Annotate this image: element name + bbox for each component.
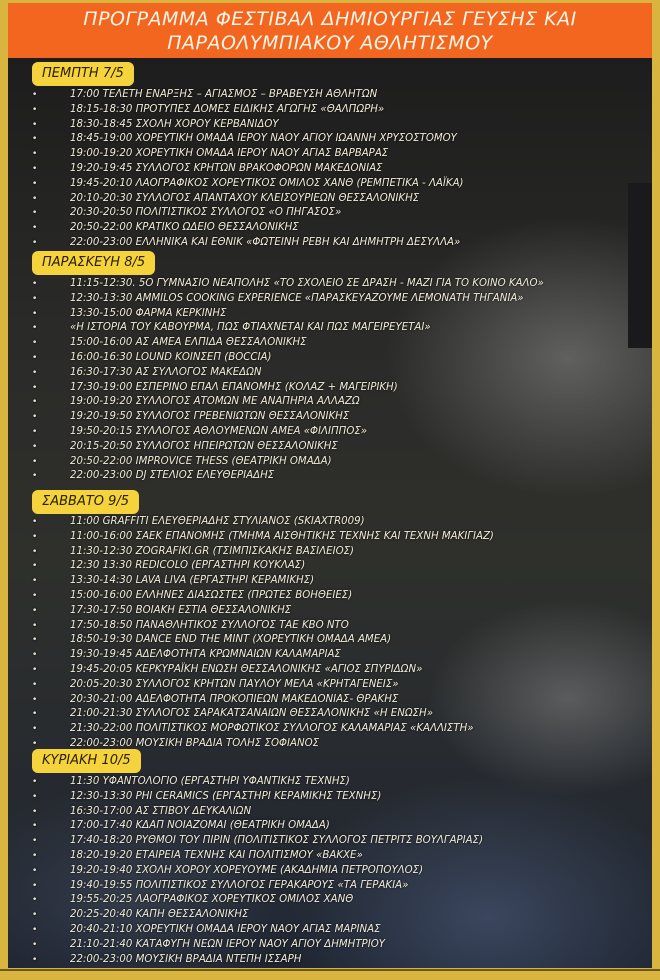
schedule-item-text: 19:50-20:15 ΣΥΛΛΟΓΟΣ ΑΘΛΟΥΜΕΝΩΝ ΑΜΕΑ «ΦΙΛΙΠΠΟΣ» xyxy=(70,425,368,437)
schedule-item xyxy=(8,864,652,879)
bullet-icon: • xyxy=(32,865,38,876)
bullet-icon: • xyxy=(32,605,38,616)
schedule-panel xyxy=(8,58,652,968)
schedule-item xyxy=(8,908,652,923)
schedule-item xyxy=(8,321,652,336)
schedule-item xyxy=(8,574,652,589)
schedule-item xyxy=(8,938,652,953)
schedule-item xyxy=(8,381,652,396)
schedule-item xyxy=(8,221,652,236)
bullet-icon: • xyxy=(32,561,38,572)
schedule-item-text: 12:30 13:30 REDICOLO (ΕΡΓΑΣΤΗΡΙ ΚΟΥΚΛΑΣ) xyxy=(70,560,306,572)
bullet-icon: • xyxy=(32,134,38,145)
schedule-item xyxy=(8,132,652,147)
bullet-icon: • xyxy=(32,237,38,248)
schedule-item-text: 12:30-13:30 PHI CERAMICS (ΕΡΓΑΣΤΗΡΙ ΚΕΡΑΜΙΚΗΣ ΤΕΧΝΗΣ) xyxy=(70,790,382,802)
bullet-icon: • xyxy=(32,119,38,130)
bullet-icon: • xyxy=(32,650,38,661)
schedule-item xyxy=(8,206,652,221)
schedule-item-text: 19:30-19:45 ΑΔΕΛΦΟΤΗΤΑ ΚΡΩΜΝΑΙΩΝ ΚΑΛΑΜΑΡΙΑΣ xyxy=(70,649,341,661)
schedule-item-text: 12:30-13:30 AMMILOS COOKING EXPERIENCE «ΠΑΡΑΣΚΕΥΑΖΟΥΜΕ ΛΕΜΟΝΑΤΗ ΤΗΓΑΝΙΑ» xyxy=(70,292,524,304)
schedule-item xyxy=(8,177,652,192)
bullet-icon: • xyxy=(32,620,38,631)
bullet-icon: • xyxy=(32,441,38,452)
bullet-icon: • xyxy=(32,471,38,482)
schedule-item xyxy=(8,410,652,425)
bullet-icon: • xyxy=(32,590,38,601)
schedule-item-text: 21:10-21:40 ΚΑΤΑΦΥΓΗ ΝΕΩΝ ΙΕΡΟΥ ΝΑΟΥ ΑΓΙΟΥ ΔΗΜΗΤΡΙΟΥ xyxy=(70,938,385,950)
schedule-list-sunday xyxy=(8,775,652,967)
schedule-item-text: 20:40-21:10 ΧΟΡΕΥΤΙΚΗ ΟΜΑΔΑ ΙΕΡΟΥ ΝΑΟΥ ΑΓΙΑΣ ΜΑΡΙΝΑΣ xyxy=(70,923,381,935)
schedule-item xyxy=(8,648,652,663)
schedule-item xyxy=(8,351,652,366)
schedule-item-text: 20:25-20:40 ΚΑΠΗ ΘΕΣΣΑΛΟΝΙΚΗΣ xyxy=(70,909,249,921)
schedule-item xyxy=(8,277,652,292)
schedule-item xyxy=(8,455,652,470)
title-line-1: ΠΡΟΓΡΑΜΜΑ ΦΕΣΤΙΒΑΛ ΔΗΜΙΟΥΡΓΙΑΣ ΓΕΥΣΗΣ ΚΑΙ xyxy=(83,7,577,30)
schedule-item-text: «Η ΙΣΤΟΡΙΑ ΤΟΥ ΚΑΒΟΥΡΜΑ, ΠΩΣ ΦΤΙΑΧΝΕΤΑΙ ΚΑΙ ΠΩΣ ΜΑΓΕΙΡΕΥΕΤΑΙ» xyxy=(70,322,431,334)
schedule-item xyxy=(8,633,652,648)
schedule-item xyxy=(8,515,652,530)
bullet-icon: • xyxy=(32,694,38,705)
bullet-icon: • xyxy=(32,821,38,832)
schedule-item xyxy=(8,192,652,207)
schedule-item xyxy=(8,395,652,410)
schedule-item xyxy=(8,953,652,968)
schedule-item-text: 19:20-19:45 ΣΥΛΛΟΓΟΣ ΚΡΗΤΩΝ ΒΡΑΚΟΦΟΡΩΝ ΜΑΚΕΔΟΝΙΑΣ xyxy=(70,162,383,174)
schedule-item-text: 19:20-19:40 ΣΧΟΛΗ ΧΟΡΟΥ ΧΟΡΕΥΟΥΜΕ (ΑΚΑΔΗΜΙΑ ΠΕΤΡΟΠΟΥΛΟΣ) xyxy=(70,864,424,876)
schedule-item-text: 20:50-22:00 IMPROVICE THESS (ΘΕΑΤΡΙΚΗ ΟΜΑΔΑ) xyxy=(70,455,332,467)
schedule-list-saturday xyxy=(8,515,652,752)
schedule-item xyxy=(8,693,652,708)
schedule-item xyxy=(8,707,652,722)
bullet-icon: • xyxy=(32,924,38,935)
bullet-icon: • xyxy=(32,193,38,204)
schedule-item-text: 21:30-22:00 ΠΟΛΙΤΙΣΤΙΚΟΣ ΜΟΡΦΩΤΙΚΟΣ ΣΥΛΛΟΓΟΣ ΚΑΛΑΜΑΡΙΑΣ «ΚΑΛΛΙΣΤΗ» xyxy=(70,723,474,735)
schedule-item-text: 19:40-19:55 ΠΟΛΙΤΙΣΤΙΚΟΣ ΣΥΛΛΟΓΟΣ ΓΕΡΑΚΑΡΟΥΣ «ΤΑ ΓΕΡΑΚΙΑ» xyxy=(70,879,409,891)
bullet-icon: • xyxy=(32,517,38,527)
schedule-item-text: 17:00-17:40 ΚΔΑΠ ΝΟΙΑΖΟΜΑΙ (ΘΕΑΤΡΙΚΗ ΟΜΑΔΑ) xyxy=(70,820,330,832)
schedule-item-text: 20:30-20:50 ΠΟΛΙΤΙΣΤΙΚΟΣ ΣΥΛΛΟΓΟΣ «Ο ΠΗΓΑΣΟΣ» xyxy=(70,207,342,219)
schedule-item-text: 17:30-17:50 ΒΟΙΑΚΗ ΕΣΤΙΑ ΘΕΣΣΑΛΟΝΙΚΗΣ xyxy=(70,604,292,616)
bullet-icon: • xyxy=(32,90,38,100)
schedule-item xyxy=(8,162,652,177)
schedule-item-text: 17:00 ΤΕΛΕΤΗ ΕΝΑΡΞΗΣ – ΑΓΙΑΣΜΟΣ – ΒΡΑΒΕΥΣΗ ΑΘΛΗΤΩΝ xyxy=(70,89,378,100)
schedule-item xyxy=(8,545,652,560)
schedule-item xyxy=(8,469,652,484)
schedule-item-text: 20:50-22:00 ΚΡΑΤΙΚΟ ΩΔΕΙΟ ΘΕΣΣΑΛΟΝΙΚΗΣ xyxy=(70,222,299,234)
schedule-item xyxy=(8,775,652,790)
schedule-item xyxy=(8,530,652,545)
day-label-thursday: ΠΕΜΠΤΗ 7/5 xyxy=(32,62,134,86)
bullet-icon: • xyxy=(32,352,38,363)
schedule-item-text: 19:55-20:25 ΛΑΟΓΡΑΦΙΚΟΣ ΧΟΡΕΥΤΙΚΟΣ ΟΜΙΛΟΣ ΧΑΝΘ xyxy=(70,894,354,906)
bullet-icon: • xyxy=(32,456,38,467)
schedule-item xyxy=(8,923,652,938)
schedule-item-text: 11:00-16:00 ΣΑΕΚ ΕΠΑΝΟΜΗΣ (ΤΜΗΜΑ ΑΙΣΘΗΤΙΚΗΣ ΤΕΧΝΗΣ ΚΑΙ ΤΕΧΝΗ ΜΑΚΙΓΙΑΖ) xyxy=(70,530,494,542)
schedule-item xyxy=(8,819,652,834)
schedule-item-text: 22:00-23:00 ΜΟΥΣΙΚΗ ΒΡΑΔΙΑ ΤΟΛΗΣ ΣΟΦΙΑΝΟΣ xyxy=(70,737,320,749)
schedule-item-text: 11:00 GRAFFITI ΕΛΕΥΘΕΡΙΑΔΗΣ ΣΤΥΛΙΑΝΟΣ (SKIAXTR009) xyxy=(70,516,365,527)
bullet-icon: • xyxy=(32,777,38,787)
schedule-item xyxy=(8,440,652,455)
bullet-icon: • xyxy=(32,635,38,646)
schedule-item-text: 17:30-19:00 ΕΣΠΕΡΙΝΟ ΕΠΑΛ ΕΠΑΝΟΜΗΣ (ΚΟΛΑΖ + ΜΑΓΕΙΡΙΚΗ) xyxy=(70,381,398,393)
schedule-item xyxy=(8,425,652,440)
bullet-icon: • xyxy=(32,178,38,189)
schedule-item xyxy=(8,619,652,634)
schedule-item-text: 20:30-21:00 ΑΔΕΛΦΟΤΗΤΑ ΠΡΟΚΟΠΙΕΩΝ ΜΑΚΕΔΟΝΙΑΣ- ΘΡΑΚΗΣ xyxy=(70,693,399,705)
bullet-icon: • xyxy=(32,880,38,891)
schedule-item-text: 18:30-18:45 ΣΧΟΛΗ ΧΟΡΟΥ ΚΕΡΒΑΝΙΔΟΥ xyxy=(70,118,279,130)
schedule-item-text: 18:50-19:30 DANCE END THE MINT (ΧΟΡΕΥΤΙΚΗ ΟΜΑΔΑ ΑΜΕΑ) xyxy=(70,634,392,646)
title-line-2: ΠΑΡΑΟΛΥΜΠΙΑΚΟΥ ΑΘΛΗΤΙΣΜΟΥ xyxy=(167,31,493,54)
schedule-item-text: 22:00-23:00 ΕΛΛΗΝΙΚΑ ΚΑΙ ΕΘΝΙΚ «ΦΩΤΕΙΝΗ ΡΕΒΗ ΚΑΙ ΔΗΜΗΤΡΗ ΔΕΣΥΛΛΑ» xyxy=(70,236,461,248)
bullet-icon: • xyxy=(32,738,38,749)
bullet-icon: • xyxy=(32,323,38,334)
bullet-icon: • xyxy=(32,149,38,160)
schedule-item xyxy=(8,805,652,820)
schedule-item xyxy=(8,307,652,322)
bullet-icon: • xyxy=(32,279,38,289)
schedule-list-friday xyxy=(8,277,652,484)
bullet-icon: • xyxy=(32,546,38,557)
day-label-saturday: ΣΑΒΒΑΤΟ 9/5 xyxy=(32,490,139,514)
bullet-icon: • xyxy=(32,223,38,234)
bullet-icon: • xyxy=(32,806,38,817)
bullet-icon: • xyxy=(32,664,38,675)
schedule-item-text: 22:00-23:00 DJ ΣΤΕΛΙΟΣ ΕΛΕΥΘΕΡΙΑΔΗΣ xyxy=(70,470,275,482)
schedule-item-text: 19:00-19:20 ΣΥΛΛΟΓΟΣ ΑΤΟΜΩΝ ΜΕ ΑΝΑΠΗΡΙΑ ΑΛΛΑΖΩ xyxy=(70,396,360,408)
schedule-item xyxy=(8,366,652,381)
schedule-item xyxy=(8,879,652,894)
schedule-item xyxy=(8,604,652,619)
schedule-item xyxy=(8,678,652,693)
schedule-item xyxy=(8,292,652,307)
bullet-icon: • xyxy=(32,293,38,304)
schedule-item xyxy=(8,336,652,351)
bullet-icon: • xyxy=(32,412,38,423)
bullet-icon: • xyxy=(32,954,38,965)
schedule-item-text: 13:30-15:00 ΦΑΡΜΑ ΚΕΡΚΙΝΗΣ xyxy=(70,307,227,319)
schedule-item xyxy=(8,559,652,574)
schedule-item-text: 16:30-17:00 ΑΣ ΣΤΙΒΟΥ ΔΕΥΚΑΛΙΩΝ xyxy=(70,805,252,817)
schedule-item-text: 19:00-19:20 ΧΟΡΕΥΤΙΚΗ ΟΜΑΔΑ ΙΕΡΟΥ ΝΑΟΥ ΑΓΙΑΣ ΒΑΡΒΑΡΑΣ xyxy=(70,148,389,160)
schedule-item-text: 21:00-21:30 ΣΥΛΛΟΓΟΣ ΣΑΡΑΚΑΤΣΑΝΑΙΩΝ ΘΕΣΣΑΛΟΝΙΚΗΣ «Η ΕΝΩΣΗ» xyxy=(70,708,433,720)
poster-title xyxy=(8,3,652,58)
bullet-icon: • xyxy=(32,679,38,690)
schedule-item-text: 19:45-20:10 ΛΑΟΓΡΑΦΙΚΟΣ ΧΟΡΕΥΤΙΚΟΣ ΟΜΙΛΟΣ ΧΑΝΘ (ΡΕΜΠΕΤΙΚΑ - ΛΑΪΚΑ) xyxy=(70,177,464,189)
schedule-item xyxy=(8,236,652,251)
schedule-item xyxy=(8,103,652,118)
bullet-icon: • xyxy=(32,338,38,349)
schedule-item-text: 11:15-12:30. 5Ο ΓΥΜΝΑΣΙΟ ΝΕΑΠΟΛΗΣ «ΤΟ ΣΧΟΛΕΙΟ ΣΕ ΔΡΑΣΗ - ΜΑΖΙ ΓΙΑ ΤΟ ΚΟΙΝΟ ΚΑΛΟ» xyxy=(70,278,544,289)
schedule-item-text: 18:15-18:30 ΠΡΟΤΥΠΕΣ ΔΟΜΕΣ ΕΙΔΙΚΗΣ ΑΓΩΓΗΣ «ΘΑΛΠΩΡΗ» xyxy=(70,103,385,115)
schedule-item-text: 17:50-18:50 ΠΑΝΑΘΛΗΤΙΚΟΣ ΣΥΛΛΟΓΟΣ ΤΑΕ ΚΒΟ ΝΤΟ xyxy=(70,619,349,631)
bullet-icon: • xyxy=(32,426,38,437)
schedule-item-text: 15:00-16:00 ΑΣ ΑΜΕΑ ΕΛΠΙΔΑ ΘΕΣΣΑΛΟΝΙΚΗΣ xyxy=(70,337,307,349)
schedule-item-text: 16:30-17:30 ΑΣ ΣΥΛΛΟΓΟΣ ΜΑΚΕΔΩΝ xyxy=(70,366,262,378)
bullet-icon: • xyxy=(32,367,38,378)
schedule-item-text: 20:10-20:30 ΣΥΛΛΟΓΟΣ ΑΠΑΝΤΑΧΟΥ ΚΛΕΙΣΟΥΡΙΕΩΝ ΘΕΣΣΑΛΟΝΙΚΗΣ xyxy=(70,192,420,204)
bullet-icon: • xyxy=(32,397,38,408)
schedule-item-text: 16:00-16:30 LOUND ΚΟΙΝΣΕΠ (BOCCIA) xyxy=(70,351,272,363)
schedule-item-text: 11:30 ΥΦΑΝΤΟΛΟΓΙΟ (ΕΡΓΑΣΤΗΡΙ ΥΦΑΝΤΙΚΗΣ ΤΕΧΝΗΣ) xyxy=(70,776,350,787)
schedule-item xyxy=(8,147,652,162)
bullet-icon: • xyxy=(32,791,38,802)
bullet-icon: • xyxy=(32,576,38,587)
schedule-item xyxy=(8,722,652,737)
bullet-icon: • xyxy=(32,104,38,115)
schedule-item xyxy=(8,663,652,678)
bullet-icon: • xyxy=(32,836,38,847)
day-label-sunday: ΚΥΡΙΑΚΗ 10/5 xyxy=(32,749,141,773)
schedule-item-text: 13:30-14:30 LAVA LIVA (ΕΡΓΑΣΤΗΡΙ ΚΕΡΑΜΙΚΗΣ) xyxy=(70,575,315,587)
schedule-item-text: 19:45-20:05 ΚΕΡΚΥΡΑΪΚΗ ΕΝΩΣΗ ΘΕΣΣΑΛΟΝΙΚΗΣ «ΑΓΙΟΣ ΣΠΥΡΙΔΩΝ» xyxy=(70,663,423,675)
bullet-icon: • xyxy=(32,724,38,735)
schedule-item xyxy=(8,893,652,908)
bullet-icon: • xyxy=(32,895,38,906)
schedule-item xyxy=(8,834,652,849)
schedule-item-text: 17:40-18:20 ΡΥΘΜΟΙ ΤΟΥ ΠΙΡΙΝ (ΠΟΛΙΤΙΣΤΙΚΟΣ ΣΥΛΛΟΓΟΣ ΠΕΤΡΙΤΣ ΒΟΥΛΓΑΡΙΑΣ) xyxy=(70,835,484,847)
schedule-item xyxy=(8,849,652,864)
bullet-icon: • xyxy=(32,308,38,319)
day-label-friday: ΠΑΡΑΣΚΕΥΗ 8/5 xyxy=(32,251,155,275)
schedule-item-text: 11:30-12:30 ZOGRAFIKI.GR (ΤΣΙΜΠΙΣΚΑΚΗΣ ΒΑΣΙΛΕΙΟΣ) xyxy=(70,545,355,557)
bullet-icon: • xyxy=(32,531,38,542)
bullet-icon: • xyxy=(32,910,38,921)
schedule-item xyxy=(8,118,652,133)
schedule-item-text: 20:05-20:30 ΣΥΛΛΟΓΟΣ ΚΡΗΤΩΝ ΠΑΥΛΟΥ ΜΕΛΑ «ΚΡΗΤΑΓΕΝΕΙΣ» xyxy=(70,678,399,690)
schedule-item-text: 22:00-23:00 ΜΟΥΣΙΚΗ ΒΡΑΔΙΑ ΝΤΕΠΗ ΙΣΣΑΡΗ xyxy=(70,953,302,965)
bottom-divider xyxy=(0,969,660,971)
schedule-item xyxy=(8,88,652,103)
schedule-item-text: 18:45-19:00 ΧΟΡΕΥΤΙΚΗ ΟΜΑΔΑ ΙΕΡΟΥ ΝΑΟΥ ΑΓΙΟΥ ΙΩΑΝΝΗ ΧΡΥΣΟΣΤΟΜΟΥ xyxy=(70,133,457,145)
bullet-icon: • xyxy=(32,850,38,861)
bullet-icon: • xyxy=(32,709,38,720)
schedule-item-text: 15:00-16:00 ΕΛΛΗΝΕΣ ΔΙΑΣΩΣΤΕΣ (ΠΡΩΤΕΣ ΒΟΗΘΕΙΕΣ) xyxy=(70,589,353,601)
schedule-list-thursday xyxy=(8,88,652,251)
schedule-item xyxy=(8,790,652,805)
schedule-item-text: 18:20-19:20 ΕΤΑΙΡΕΙΑ ΤΕΧΝΗΣ ΚΑΙ ΠΟΛΙΤΙΣΜΟΥ «ΒΑΚΧΕ» xyxy=(70,849,363,861)
schedule-item-text: 19:20-19:50 ΣΥΛΛΟΓΟΣ ΓΡΕΒΕΝΙΩΤΩΝ ΘΕΣΣΑΛΟΝΙΚΗΣ xyxy=(70,411,350,423)
bullet-icon: • xyxy=(32,939,38,950)
schedule-item xyxy=(8,589,652,604)
bullet-icon: • xyxy=(32,208,38,219)
bullet-icon: • xyxy=(32,382,38,393)
schedule-item-text: 20:15-20:50 ΣΥΛΛΟΓΟΣ ΗΠΕΙΡΩΤΩΝ ΘΕΣΣΑΛΟΝΙΚΗΣ xyxy=(70,440,338,452)
bullet-icon: • xyxy=(32,163,38,174)
